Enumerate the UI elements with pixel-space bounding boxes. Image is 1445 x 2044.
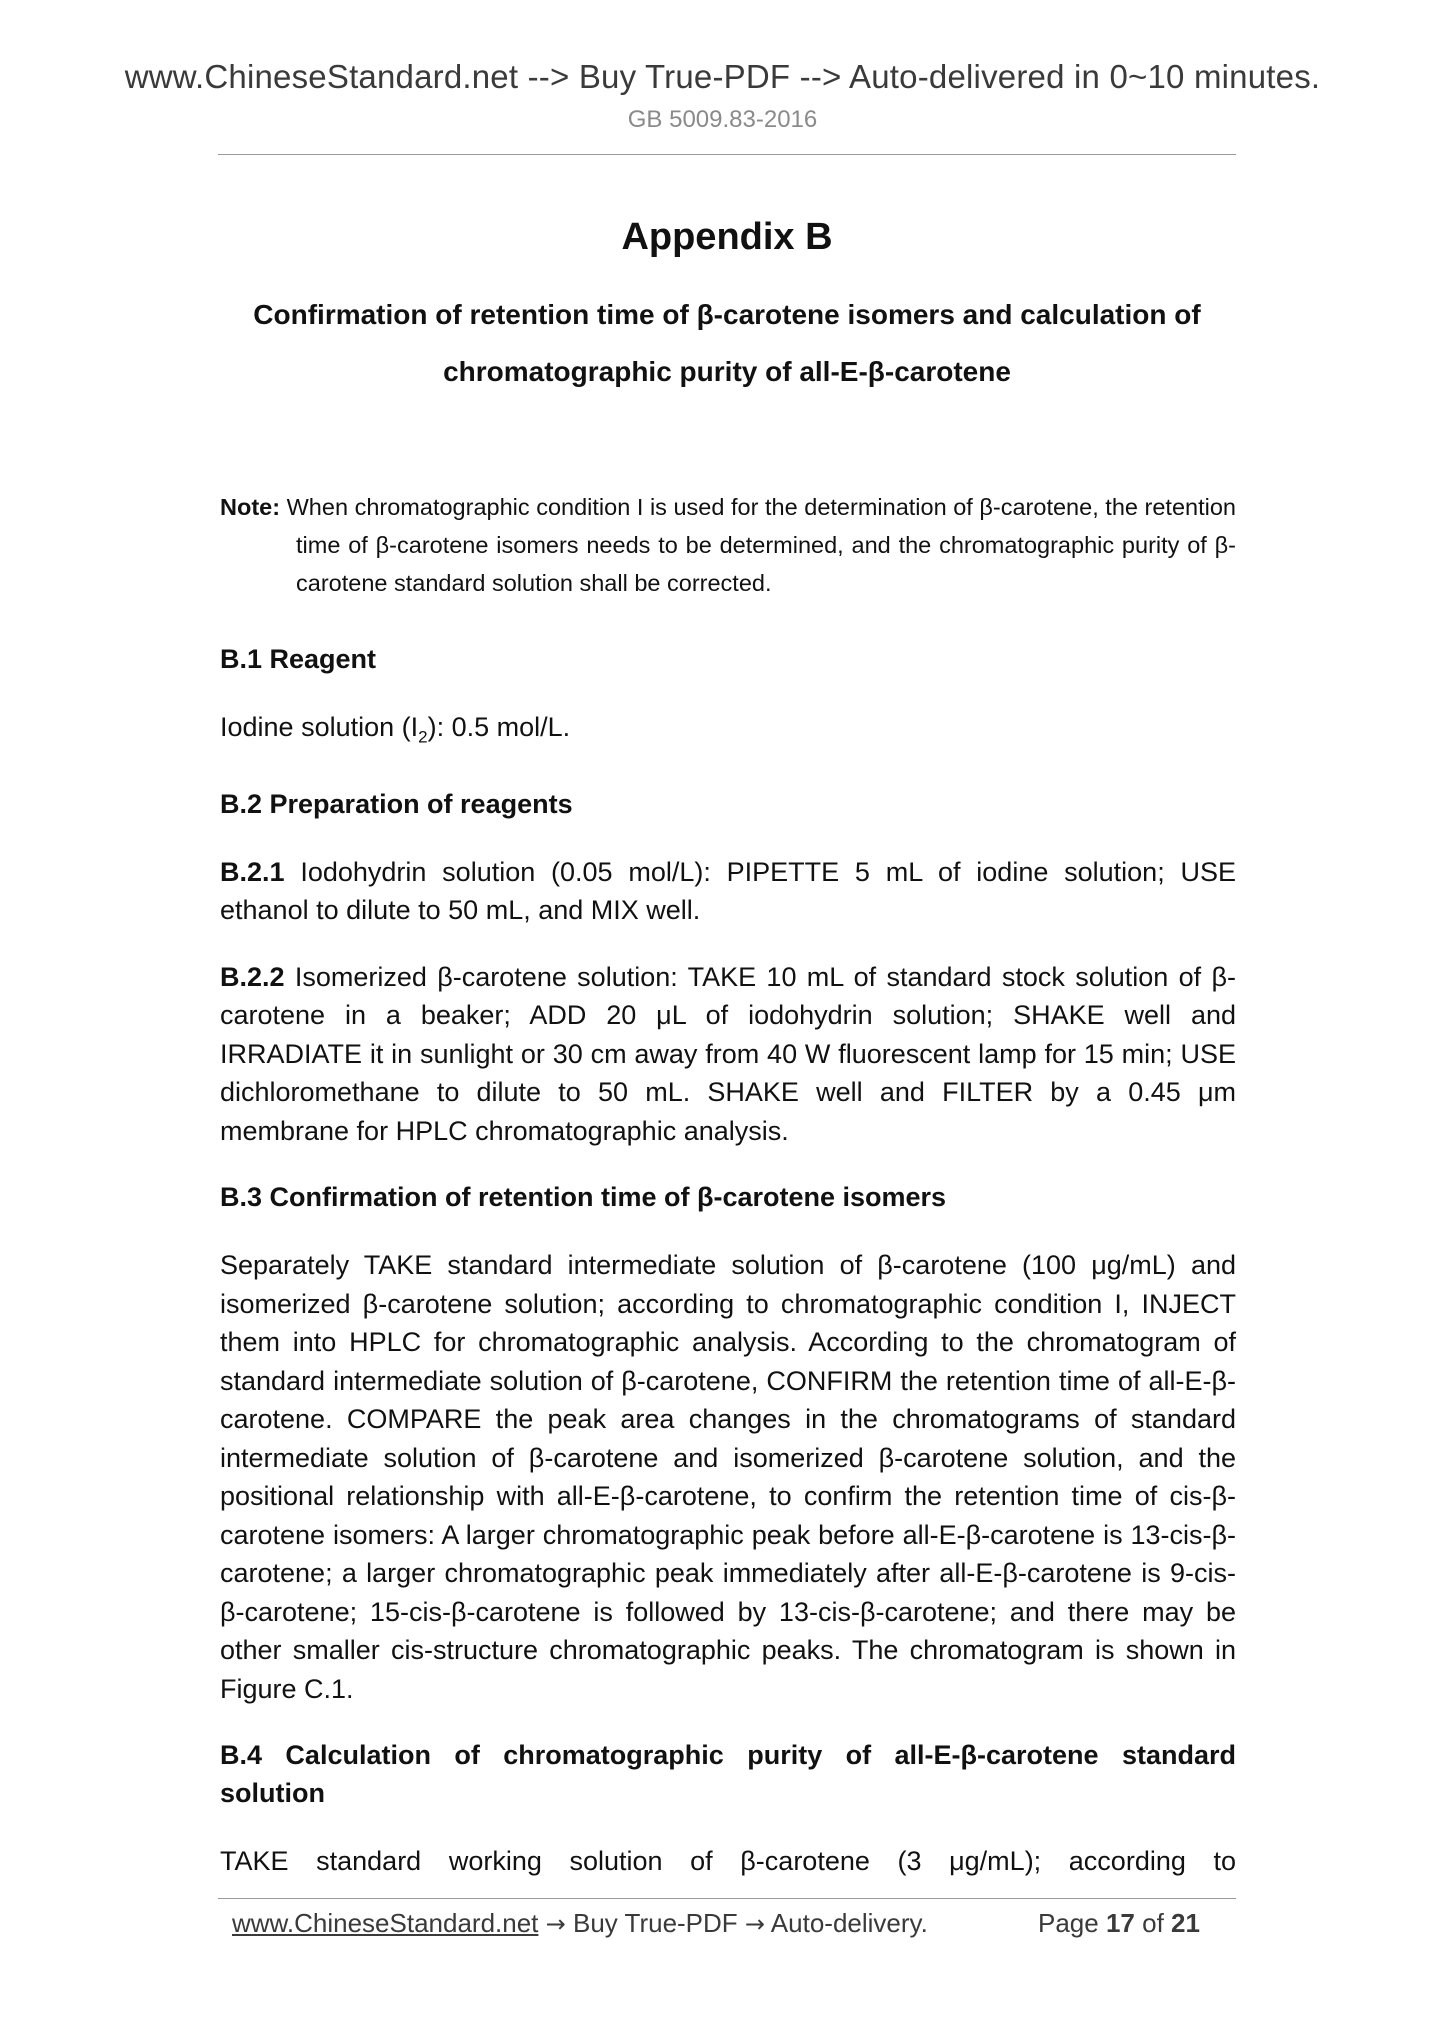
section-b1-text <box>220 708 1236 757</box>
arrow-right-icon: → <box>744 1910 766 1938</box>
section-b3-heading: B.3 Confirmation of retention time of β-carotene isomers <box>220 1182 947 1213</box>
b22-text: Isomerized β-carotene solution: TAKE 10 mL of standard stock solution of β-carotene in a beaker; ADD 20 μL of iodohydrin solution; SHAKE well and IRRADIATE it in sunlight or 30 cm away from 40 W fluorescent lamp for 15 min; USE dichloromethane to dilute to 50 mL. SHAKE well and FILTER by a 0.45 μm membrane for HPLC chromatographic analysis. <box>220 961 1236 1146</box>
b1-subscript: 2 <box>418 727 428 747</box>
note-paragraph <box>220 488 1236 602</box>
b21-label: B.2.1 <box>220 856 285 887</box>
footer-site-link[interactable]: www.ChineseStandard.net <box>232 1908 539 1938</box>
footer-buy-text: Buy True-PDF <box>565 1908 745 1938</box>
b1-text-before: Iodine solution (I <box>220 712 419 742</box>
page-current: 17 <box>1105 1908 1135 1938</box>
section-b4-text: TAKE standard working solution of β-carotene (3 μg/mL); according to <box>220 1846 1236 1877</box>
standard-code: GB 5009.83-2016 <box>627 106 818 133</box>
note-label: Note: <box>220 494 281 520</box>
header-promo: www.ChineseStandard.net --> Buy True-PDF --> Auto-delivered in 0~10 minutes. <box>124 58 1321 95</box>
arrow-right-icon: → <box>545 1910 566 1938</box>
section-b3-text: Separately TAKE standard intermediate solution of β-carotene (100 μg/mL) and isomerized β-carotene solution; according to chromatographic condition I, INJECT them into HPLC for chromatographic analysis. According to the chromatogram of standard intermediate solution of β-carotene, CONFIRM the retention time of all-E-β-carotene. COMPARE the peak area changes in the chromatograms of standard intermediate solution of β-carotene and isomerized β-carotene solution, and the positional relationship with all-E-β-carotene, to confirm the retention time of cis-β-carotene isomers: A larger chromatographic peak before all-E-β-carotene is 13-cis-β-carotene; a larger chromatographic peak immediately after all-E-β-carotene is 9-cis-β-carotene; 15-cis-β-carotene is followed by 13-cis-β-carotene; and there may be other smaller cis-structure chromatographic peaks. The chromatogram is shown in Figure C.1. <box>220 1250 1236 1704</box>
page-number <box>1038 1908 1200 1939</box>
b22-label: B.2.2 <box>220 961 285 992</box>
subtitle-line-1: Confirmation of retention time of β-carotene isomers and calculation of <box>253 299 1201 330</box>
footer-delivery-text: Auto-delivery. <box>765 1908 928 1938</box>
section-b1-heading: B.1 Reagent <box>220 644 377 674</box>
page-label: Page <box>1038 1908 1099 1938</box>
note-text: When chromatographic condition I is used for the determination of β-carotene, the retention time of β-carotene isomers needs to be determined, and the chromatographic purity of β-carotene standard solution shall be corrected. <box>280 494 1236 596</box>
header-divider <box>218 154 1236 155</box>
subtitle-line-2: chromatographic purity of all-E-β-carotene <box>443 356 1011 387</box>
b21-text: Iodohydrin solution (0.05 mol/L): PIPETTE 5 mL of iodine solution; USE ethanol to dilute to 50 mL, and MIX well. <box>220 856 1236 926</box>
section-b2-heading: B.2 Preparation of reagents <box>220 788 573 819</box>
section-b21-paragraph <box>220 853 1236 930</box>
section-b22-paragraph <box>220 958 1236 1151</box>
page-subtitle <box>218 286 1236 400</box>
page-title: Appendix B <box>621 216 833 258</box>
document-body <box>220 488 1236 1909</box>
b1-text-after: ): 0.5 mol/L. <box>427 712 571 742</box>
footer-divider <box>218 1898 1236 1899</box>
page-of: of <box>1142 1908 1164 1938</box>
page-total: 21 <box>1171 1908 1200 1938</box>
page-footer <box>232 1908 1232 1939</box>
section-b4-heading: B.4 Calculation of chromatographic purity of all-E-β-carotene standard solution <box>220 1740 1236 1809</box>
